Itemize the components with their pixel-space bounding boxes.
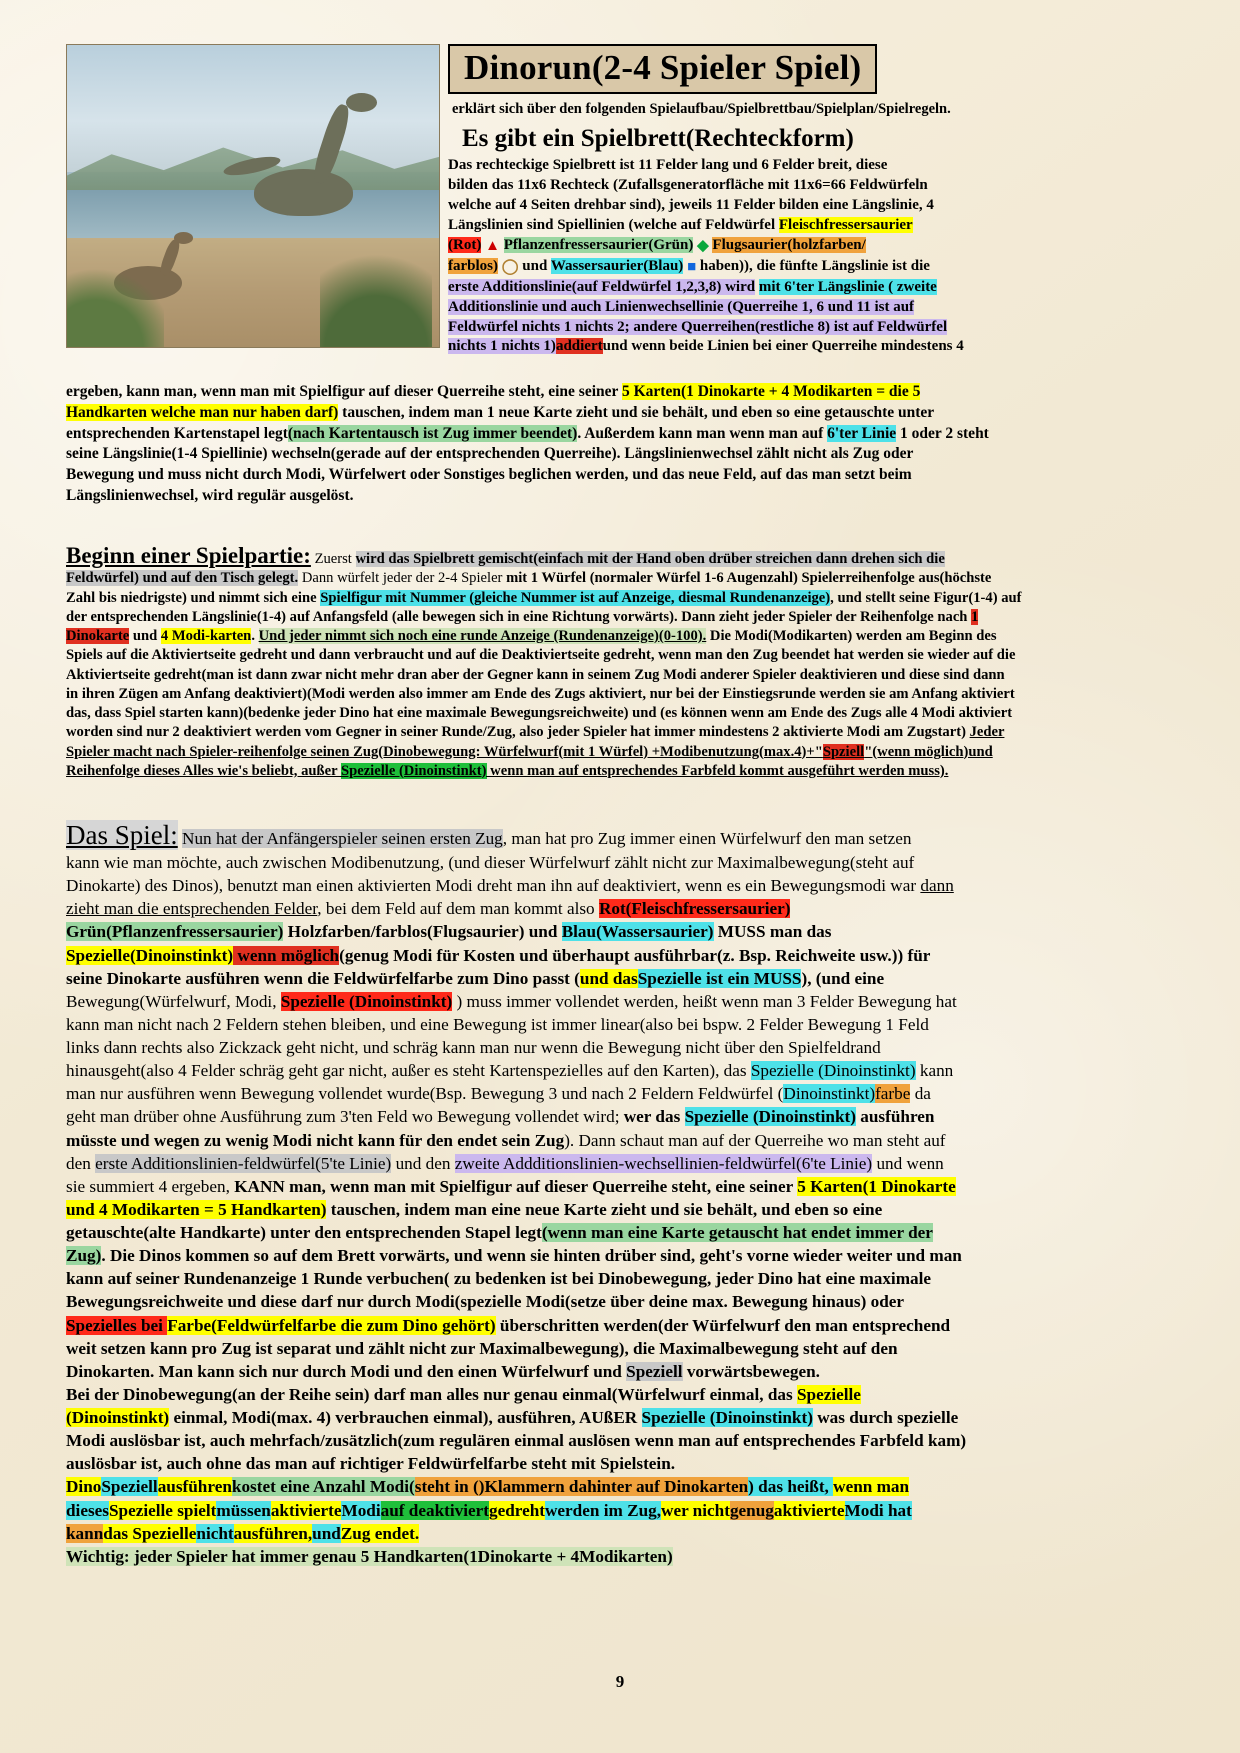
important-note: Wichtig: jeder Spieler hat immer genau 5 Handkarten(1Dinokarte + 4Modikarten) xyxy=(66,1546,673,1566)
board-line-8: Feldwürfel nichts 1 nichts 2; andere Querreihen(restliche 8) ist auf Feldwürfel xyxy=(448,318,948,335)
spezielle-instinkt-highlight: Spezielle (Dinoinstinkt) xyxy=(340,762,487,779)
muessen-highlight: müssen xyxy=(216,1500,271,1520)
board-line-9-tail: und wenn beide Linien bei einer Querreihe mindestens 4 xyxy=(602,338,964,355)
genug-highlight: genug xyxy=(729,1500,774,1520)
aktivierte-highlight: aktivierte xyxy=(270,1500,342,1520)
board-continuation-paragraph xyxy=(66,382,1174,507)
wide-line-6: Längslinienwechsel, wird regulär ausgelöst. xyxy=(66,486,354,504)
header-column xyxy=(448,44,1174,357)
start-line-8: in ihren Zügen am Anfang deaktiviert)(Modi werden also immer am Ende des Zugs aktiviert, nur bei der Einstiegsrunde werden sie am Anfang aktiviert xyxy=(66,685,1015,702)
foliage-right xyxy=(320,232,432,347)
spezielle-spielt-highlight: Spezielle spielt xyxy=(108,1500,217,1520)
game-line-3-u: dann xyxy=(920,876,954,896)
start-dot: . xyxy=(251,628,259,644)
triangle-icon: ▲ xyxy=(485,237,500,254)
start-line-2b: Dann würfelt jeder der 2-4 Spieler xyxy=(298,570,507,587)
start-line-3a: Zahl bis niedrigste) und nimmt sich eine xyxy=(66,589,321,606)
special-instinct-highlight-4: Spezielle (Dinoinstinkt) xyxy=(684,1107,856,1127)
deaktiviert-highlight: auf deaktiviert xyxy=(380,1500,489,1520)
game-line-28: auslösbar ist, auch ohne das man auf richtiger Feldwürfelfarbe steht mit Spielstein. xyxy=(66,1454,676,1474)
game-line-11-end: kann xyxy=(915,1061,954,1081)
sauropod-figure xyxy=(223,93,394,250)
game-line-12: man nur ausführen wenn Bewegung vollendet wurde(Bsp. Bewegung 3 und nach 2 Feldern Feldwürfel ( xyxy=(66,1084,784,1104)
start-line-4: der entsprechenden Längslinie(1-4) auf Anfangsfeld (alle bewegen sich in eine Richtung vorwärts). Dann zieht jeder Spieler der Reihenfolge nach xyxy=(66,608,972,625)
game-line-24-end: vorwärtsbewegen. xyxy=(682,1361,820,1381)
special-instinct-highlight-3: Spezielle (Dinoinstinkt) xyxy=(750,1061,916,1081)
section-heading-board xyxy=(462,125,1174,153)
game-line-13b: wer das xyxy=(623,1107,685,1127)
red-carnivore-highlight: Rot(Fleischfressersaurier) xyxy=(598,899,791,919)
game-line-9: kann man nicht nach 2 Feldern stehen bleiben, und eine Bewegung ist immer linear(also bei bspw. 2 Felder Bewegung 1 Feld xyxy=(66,1014,929,1034)
red-highlight: (Rot) xyxy=(448,236,482,253)
section-start-of-game xyxy=(66,543,1174,781)
game-line-21: Bewegungsreichweite und diese darf nur durch Modi(spezielle Modi(setze über deine max. Bewegung hinaus) oder xyxy=(66,1292,905,1312)
start-line-3b: , und stellt seine Figur(1-4) auf xyxy=(830,589,1022,606)
board-line-3: welche auf 4 Seiten drehbar sind), jeweils 11 Felder bilden eine Längslinie, 4 xyxy=(448,196,934,213)
modicards-highlight: 4 Modi-karten xyxy=(160,628,252,644)
nicht-highlight: nicht xyxy=(196,1523,234,1543)
green-herbivore-highlight: Grün(Pflanzenfressersaurier) xyxy=(66,922,284,942)
section-the-game xyxy=(66,820,1176,1568)
game-line-1a: Nun hat der Anfängerspieler seinen ersten Zug xyxy=(182,829,503,848)
wide-line-4: seine Längslinie(1-4 Spiellinie) wechseln(gerade auf der entsprechenden Querreihe). Längslinienwechsel zählt nicht als Zug oder xyxy=(66,445,914,463)
card-swap-highlight: (nach Kartentausch ist Zug immer beendet) xyxy=(287,424,578,442)
dinosaur-illustration xyxy=(66,44,440,348)
game-line-13-end: ausführen xyxy=(855,1107,935,1127)
foliage-left xyxy=(67,268,164,347)
speziell-highlight: Spziell xyxy=(822,743,865,760)
start-line-9: das, dass Spiel starten kann)(bedenke jeder Dino hat eine maximale Bewegungsreichweite) und (es können wenn am Ende des Zugs alle 4 Modi aktiviert xyxy=(66,705,1013,721)
blue-aquatic-highlight: Blau(Wassersaurier) xyxy=(561,922,714,942)
game-line-23: weit setzen kann pro Zug ist separat und zählt nicht zur Maximalbewegung), die Maximalbewegung steht auf den xyxy=(66,1338,898,1358)
addiert-highlight: addiert xyxy=(555,338,603,355)
game-line-6-end: (genug Modi für Kosten und überhaupt ausführbar(z. Bsp. Reichweite usw.)) für xyxy=(339,945,931,965)
start-line-7: Aktiviertseite gedreht(man ist dann zwar nicht mehr dran aber der Gegner kann in seinem Zug Modi anderer Spieler deaktivieren und diese sind dann xyxy=(66,666,1005,683)
farbfeld-highlight: Farbe(Feldwürfelfarbe die zum Dino gehört) xyxy=(167,1315,496,1335)
special-instinct-highlight-2: Spezielle (Dinoinstinkt) xyxy=(280,991,453,1011)
game-line-27: Modi auslösbar ist, auch mehrfach/zusätzlich(zum regulären einmal auslösen wenn man auf entsprechendes Farbfeld kam) xyxy=(66,1431,967,1451)
wenn-man-highlight: wenn man xyxy=(833,1477,910,1497)
dinoinstinkt-yellow-highlight: (Dinoinstinkt) xyxy=(66,1408,170,1427)
das-spezielle-highlight: das Spezielle xyxy=(103,1523,197,1543)
sixth-line-highlight: mit 6'ter Längslinie ( zweite xyxy=(758,278,937,295)
board-line-7: Additionslinie und auch Linienwechsellinie (Querreihe 1, 6 und 11 ist auf xyxy=(448,298,915,315)
game-line-25: Bei der Dinobewegung(an der Reihe sein) darf man alles nur genau einmal(Würfelwurf einmal, das xyxy=(66,1384,797,1404)
wide-line-5: Bewegung und muss nicht durch Modi, Würfelwert oder Sonstiges beglichen werden, und das neue Feld, auf das man setzt beim xyxy=(66,466,912,484)
game-line-13: geht man drüber ohne Ausführung zum 3'ten Feld wo Bewegung vollendet wird; xyxy=(66,1107,624,1127)
board-line-1: Das rechteckige Spielbrett ist 11 Felder lang und 6 Felder breit, diese xyxy=(448,157,888,173)
start-line-12-tail: wenn man auf entsprechendes Farbfeld kommt ausgeführt werden muss). xyxy=(486,762,949,779)
und-highlight: und xyxy=(312,1523,341,1543)
board-line-9: nichts 1 nichts 1) xyxy=(448,338,556,355)
game-line-8-end: ) muss immer vollendet werden, heißt wenn man 3 Felder Bewegung hat xyxy=(452,991,957,1011)
game-line-5-mid: Holzfarben/farblos(Flugsaurier) und xyxy=(283,922,562,942)
instinkt-highlight: Dinoinstinkt) xyxy=(783,1084,876,1104)
muss-highlight: Spezielle ist ein MUSS xyxy=(637,968,802,988)
spezielles-bei-highlight: Spezielles bei xyxy=(66,1315,168,1335)
game-line-4-u: zieht man die entsprechenden Felder xyxy=(66,899,318,919)
modi-highlight: Modi xyxy=(341,1500,381,1520)
zug-endet-highlight: Zug endet. xyxy=(340,1523,420,1543)
colorless-highlight: farblos) xyxy=(448,257,498,274)
dino-word-highlight: Dino xyxy=(66,1477,102,1497)
game-line-15-end: und wenn xyxy=(872,1153,944,1173)
game-line-24: Dinokarten. Man kann sich nur durch Modi und den einen Würfelwurf und xyxy=(66,1361,627,1381)
wide-line-3: entsprechenden Kartenstapel legt xyxy=(66,424,288,442)
ausfuehren2-highlight: ausführen, xyxy=(233,1523,313,1543)
game-line-12-end: da xyxy=(910,1084,931,1104)
wide-line-2-tail: tauschen, indem man 1 neue Karte zieht und sie behält, und eben so eine getauschte unter xyxy=(338,403,935,421)
jeder-highlight: Jeder xyxy=(969,724,1005,741)
game-line-15: den xyxy=(66,1153,96,1173)
farbe-highlight: farbe xyxy=(875,1084,911,1104)
five-cards-highlight-a: 5 Karten(1 Dinokarte + 4 Modikarten = die 5 xyxy=(621,383,921,400)
aktivierte2-highlight: aktivierte xyxy=(773,1500,845,1520)
sauropod-body xyxy=(254,169,353,216)
dasheisst-highlight: ) das heißt, xyxy=(748,1477,834,1497)
figure-number-highlight: Spielfigur mit Nummer (gleiche Nummer ist auf Anzeige, diesmal Rundenanzeige) xyxy=(320,589,831,606)
wide-line-3-tail: 1 oder 2 steht xyxy=(896,424,989,442)
second-addition-die-highlight: zweite Addditionslinien-wechsellinien-feldwürfel(6'te Linie) xyxy=(454,1153,873,1173)
five-cards-highlight-b: Handkarten welche man nur haben darf) xyxy=(66,403,339,421)
gedreht-highlight: gedreht xyxy=(489,1500,546,1520)
spezielle-yellow-highlight: Spezielle xyxy=(796,1384,861,1404)
speziell-word-highlight: Speziell xyxy=(101,1477,158,1497)
speziell-grey-highlight: Speziell xyxy=(626,1361,683,1381)
game-line-14: müsste und wegen zu wenig Modi nicht kann für den endet sein Zug xyxy=(66,1130,565,1150)
square-icon: ■ xyxy=(687,258,697,275)
game-line-22-end: überschritten werden(der Würfelwurf den man entsprechend xyxy=(495,1315,951,1335)
start-und: und xyxy=(129,628,161,644)
start-line-11-tail: "(wenn möglich)und xyxy=(864,743,993,760)
start-line-1a: Zuerst xyxy=(314,551,356,567)
game-line-18: getauschte(alte Handkarte) unter den entsprechenden Stapel legt xyxy=(66,1223,542,1242)
sauropod-head xyxy=(346,93,377,112)
one-highlight: 1 xyxy=(971,608,979,625)
game-line-3: Dinokarte) des Dinos), benutzt man einen aktivierten Modi dreht man ihn auf deaktiviert, wenn es ein Bewegungsmodi war xyxy=(66,876,921,896)
card-swap-end-highlight-a: (wenn man eine Karte getauscht hat endet immer der xyxy=(541,1223,933,1242)
game-line-7-end: ), (und eine xyxy=(801,968,885,988)
game-line-8: Bewegung(Würfelwurf, Modi, xyxy=(66,991,281,1011)
dieses-highlight: dieses xyxy=(66,1500,109,1520)
section-board-paragraph xyxy=(448,156,1174,357)
modi-hat-highlight: Modi hat xyxy=(844,1500,912,1520)
kann-highlight: kann xyxy=(66,1523,104,1543)
game-line-17-end: tauschen, indem man eine neue Karte zieht und sie behält, und eben so eine xyxy=(326,1199,883,1219)
game-line-26: einmal, Modi(max. 4) verbrauchen einmal), ausführen, AUßER xyxy=(169,1408,642,1427)
special-instinct-highlight-1: Spezielle(Dinoinstinkt) xyxy=(66,945,234,965)
wenn-moeglich-highlight: wenn möglich xyxy=(233,945,340,965)
circle-icon: ◯ xyxy=(501,258,519,275)
game-line-4: , bei dem Feld auf dem man kommt also xyxy=(317,899,599,919)
aquatic-highlight: Wassersaurier(Blau) xyxy=(550,257,684,274)
game-line-14-end: ). Dann schaut man auf der Querreihe wo man steht auf xyxy=(564,1130,946,1150)
game-line-10: links dann rechts also Zickzack geht nicht, und schräg kann man nur wenn die Bewegung nicht über den Spielfeldrand xyxy=(66,1038,881,1057)
game-line-2: kann wie man möchte, auch zwischen Modibenutzung, (und dieser Würfelwurf zählt nicht zur Maximalbewegung(steht auf xyxy=(66,853,915,872)
page-title: Dinorun(2-4 Spieler Spiel) xyxy=(448,44,877,94)
kostet-highlight: kostet eine Anzahl Modi( xyxy=(231,1477,415,1497)
special-instinct-highlight-5: Spezielle (Dinoinstinkt) xyxy=(641,1408,813,1427)
board-line-2: bilden das 11x6 Rechteck (Zufallsgeneratorfläche mit 11x6=66 Feldwürfeln xyxy=(448,176,928,193)
game-line-26-end: was durch spezielle xyxy=(812,1408,959,1427)
round-display-highlight: Und jeder nimmt sich noch eine runde Anzeige (Rundenanzeige)(0-100). xyxy=(258,628,707,644)
first-addition-line-highlight: erste Additionslinie(auf Feldwürfel 1,2,3,8) wird xyxy=(448,278,756,295)
shuffle-highlight-a: wird das Spielbrett gemischt(einfach mit der Hand oben drüber streichen dann drehen sich die xyxy=(355,551,945,567)
section-heading-game: Das Spiel: xyxy=(66,820,178,850)
shuffle-highlight-b: Feldwürfel) und auf den Tisch gelegt. xyxy=(66,570,299,587)
game-line-1b: , man hat pro Zug immer einen Würfelwurf den man setzen xyxy=(502,829,912,848)
first-addition-die-highlight: erste Additionslinien-feldwürfel(5'te Linie) xyxy=(95,1153,392,1173)
game-line-16b: KANN man, wenn man mit Spielfigur auf dieser Querreihe steht, eine seiner xyxy=(234,1176,798,1196)
sixth-line-ref-highlight: 6'ter Linie xyxy=(827,424,897,442)
start-line-12: Reihenfolge dieses Alles wie's beliebt, außer xyxy=(66,762,341,779)
carnivore-highlight: Fleischfressersaurier xyxy=(778,216,913,233)
board-line-5-tail: haben)), die fünfte Längslinie ist die xyxy=(699,257,930,274)
section-heading-start: Beginn einer Spielpartie: xyxy=(66,543,311,568)
start-line-6: Spiels auf die Aktiviertseite gedreht und dann verbraucht und auf die Deaktiviertseite gedreht, wenn man den Zug beendet hat werden sie wieder auf die xyxy=(66,647,1016,664)
section-heading-board-text: Es gibt ein Spielbrett(Rechteckform) xyxy=(462,125,854,152)
board-line-4: Längslinien sind Spiellinien (welche auf Feldwürfel xyxy=(448,216,779,233)
pterosaur-highlight: Flugsaurier(holzfarben/ xyxy=(712,236,866,253)
game-line-5-end: MUSS man das xyxy=(713,922,832,942)
card-swap-end-highlight-b: Zug) xyxy=(66,1246,102,1266)
wide-line-1: ergeben, kann man, wenn man mit Spielfigur auf dieser Querreihe steht, eine seiner xyxy=(66,383,622,400)
diamond-icon: ◆ xyxy=(697,237,709,254)
game-line-7: seine Dinokarte ausführen wenn die Feldwürfelfarbe zum Dino passt ( xyxy=(66,968,580,988)
small-dino-head xyxy=(174,232,193,244)
herbivore-highlight: Pflanzenfressersaurier(Grün) xyxy=(503,236,694,253)
five-cards-highlight-d: und 4 Modikarten = 5 Handkarten) xyxy=(66,1199,327,1219)
game-line-20: kann auf seiner Rundenanzeige 1 Runde verbuchen( zu bedenken ist bei Dinobewegung, jeder Dino hat eine maximale xyxy=(66,1269,932,1289)
page-number: 9 xyxy=(615,1672,625,1691)
klammern-highlight: steht in ()Klammern dahinter auf Dinokarten xyxy=(414,1477,749,1497)
start-line-11: Spieler macht nach Spieler-reihenfolge seinen Zug(Dinobewegung: Würfelwurf(mit 1 Würfel) +Modibenutzung(max.4)+" xyxy=(66,743,823,760)
five-cards-highlight-c: 5 Karten(1 Dinokarte xyxy=(797,1176,956,1196)
ausfuehren-highlight: ausführen xyxy=(157,1477,232,1497)
game-line-11: hinausgeht(also 4 Felder schräg geht gar nicht, außer es steht Kartenspezielles auf den Karten), das xyxy=(66,1061,751,1081)
wer-nicht-highlight: wer nicht xyxy=(661,1500,730,1520)
page-subtitle: erklärt sich über den folgenden Spielaufbau/Spielbrettbau/Spielplan/Spielregeln. xyxy=(452,101,951,117)
start-line-5-tail: Die Modi(Modikarten) werden am Beginn des xyxy=(706,628,997,644)
und-word: und xyxy=(522,257,548,274)
game-line-19: . Die Dinos kommen so auf dem Brett vorwärts, und wenn sie hinten drüber sind, geht's vorne wieder weiter und man xyxy=(101,1246,962,1266)
start-line-2c: mit 1 Würfel (normaler Würfel 1-6 Augenzahl) Spielerreihenfolge aus(höchste xyxy=(506,570,992,587)
wide-line-3-mid: . Außerdem kann man wenn man auf xyxy=(577,424,828,442)
dinocard-highlight: Dinokarte xyxy=(66,628,130,644)
werden-im-zug-highlight: werden im Zug, xyxy=(545,1500,662,1520)
game-line-15-mid: und den xyxy=(391,1153,455,1173)
start-line-10: worden sind nur 2 deaktiviert werden vom Gegner in seiner Runde/Zug, also jeder Spieler hat immer mindestens 2 aktivierte Modi am Zugstart) xyxy=(66,724,970,741)
und-das-highlight: und das xyxy=(579,968,638,988)
game-line-16: sie summiert 4 ergeben, xyxy=(66,1176,235,1196)
